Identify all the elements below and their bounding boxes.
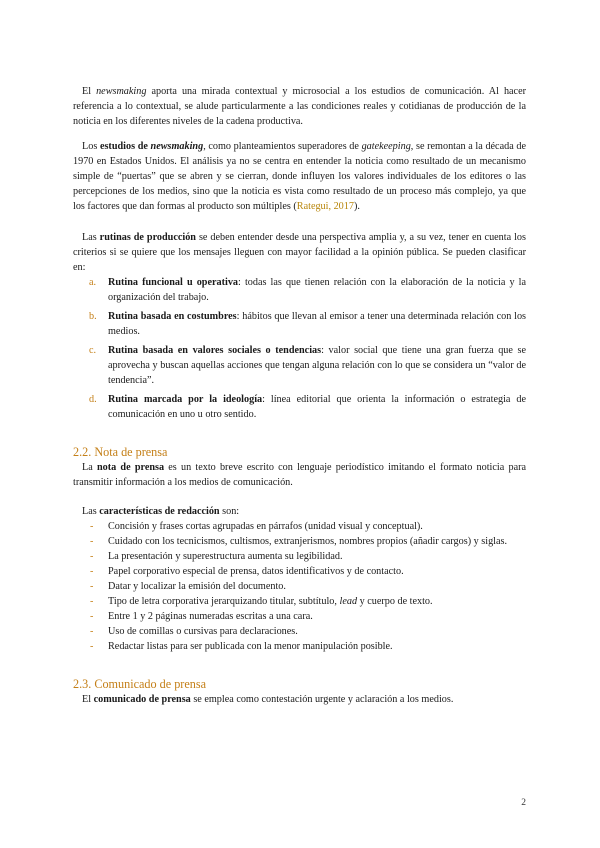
italic-term: gatekeeping: [361, 141, 411, 152]
text-run: es un texto breve escrito con lenguaje periodístico imitando el formato noticia para transmitir información a los medios de comunicación.: [73, 462, 527, 488]
list-marker: b.: [89, 311, 97, 322]
routine-text: : valor social que tiene una gran fuerza que se aprovecha y buscan aquellas acciones que tengan alguna relación con lo que se considera un “valor de tendencia”.: [108, 345, 527, 386]
text-run: ).: [353, 201, 360, 212]
page-content: [73, 84, 526, 707]
section-heading-comunicado-de-prensa: 2.3. Comunicado de prensa: [73, 677, 207, 691]
text-run: El: [82, 86, 97, 97]
routine-text: : línea editorial que orienta la información o estrategia de comunicación en uno u otro sentido.: [108, 394, 526, 420]
list-marker: -: [90, 536, 94, 547]
list-marker: -: [90, 611, 94, 622]
list-item: [73, 275, 526, 305]
list-item: [73, 343, 526, 388]
feature-text: y cuerpo de texto.: [357, 596, 433, 607]
text-run: se deben entender desde una perspectiva amplia y, a su vez, tener en cuenta los criterios si se quiere que los mensajes lleguen con mayor facilidad a la opinión pública. Se pueden clasificar en:: [73, 232, 526, 273]
feature-text: Cuidado con los tecnicismos, cultismos, extranjerismos, nombres propios (añadir cargos) y siglas.: [108, 536, 508, 547]
feature-text: Entre 1 y 2 páginas numeradas escritas a una cara.: [108, 611, 313, 622]
routine-title: Rutina marcada por la ideología: [108, 394, 263, 405]
list-marker: a.: [89, 277, 97, 288]
list-item: [73, 534, 526, 549]
text-run: La: [82, 462, 97, 473]
bold-term: características de redacción: [99, 506, 220, 517]
feature-text: Datar y localizar la emisión del documento.: [108, 581, 286, 592]
paragraph-newsmaking-studies: [73, 139, 526, 214]
text-run: se emplea como contestación urgente y aclaración a los medios.: [190, 694, 454, 705]
list-marker: -: [90, 626, 94, 637]
list-item: [73, 519, 526, 534]
list-item: [73, 549, 526, 564]
list-marker: d.: [89, 394, 97, 405]
bold-term: nota de prensa: [96, 462, 165, 473]
features-list: [73, 519, 526, 654]
list-marker: -: [90, 596, 94, 607]
list-item: [73, 594, 526, 609]
list-marker: -: [90, 521, 94, 532]
list-marker: -: [90, 641, 94, 652]
paragraph-features-intro: [73, 504, 526, 519]
text-run: , se remontan a la década de 1970 en Estados Unidos. El análisis ya no se centra en entender la noticia como resultado de un mecanismo simple de “puertas” que se abren y se cierran, donde influyen los valores individuales de los editores o las percepciones de los medios, sino que la noticia es vista como resultado de un proceso más complejo, ya que los factores que dan formas al producto son múltiples (: [73, 141, 526, 212]
text-run: son:: [219, 506, 240, 517]
routine-title: Rutina basada en valores sociales o tendencias: [108, 345, 322, 356]
list-item: [73, 579, 526, 594]
text-run: El: [82, 694, 94, 705]
bold-term: comunicado de prensa: [93, 694, 191, 705]
feature-text: La presentación y superestructura aumenta su legibilidad.: [108, 551, 343, 562]
text-run: Las: [82, 232, 100, 243]
routine-title: Rutina funcional u operativa: [108, 277, 239, 288]
italic-term: newsmaking: [96, 86, 147, 97]
feature-text: Papel corporativo especial de prensa, datos identificativos y de contacto.: [108, 566, 404, 577]
routines-list: [73, 275, 526, 422]
list-item: [73, 309, 526, 339]
bold-term: estudios de: [99, 141, 151, 152]
feature-text: Tipo de letra corporativa jerarquizando titular, subtítulo,: [108, 596, 340, 607]
routine-text: : todas las que tienen relación con la elaboración de la noticia y la organización del trabajo.: [108, 277, 526, 303]
paragraph-newsmaking-intro: [73, 84, 526, 129]
list-marker: -: [90, 551, 94, 562]
feature-text: Redactar listas para ser publicada con la menor manipulación posible.: [108, 641, 393, 652]
bold-term: rutinas de producción: [99, 232, 196, 243]
list-marker: -: [90, 581, 94, 592]
text-run: Los: [82, 141, 100, 152]
routine-title: Rutina basada en costumbres: [108, 311, 237, 322]
list-marker: c.: [89, 345, 97, 356]
bold-italic-term: newsmaking: [150, 141, 204, 152]
feature-text: Concisión y frases cortas agrupadas en párrafos (unidad visual y conceptual).: [108, 521, 423, 532]
list-item: [73, 624, 526, 639]
page-number: 2: [521, 798, 526, 808]
list-item: [73, 392, 526, 422]
section-heading-nota-de-prensa: 2.2. Nota de prensa: [73, 445, 168, 459]
paragraph-production-routines: [73, 230, 526, 275]
italic-term: lead: [339, 596, 358, 607]
paragraph-nota-de-prensa: [73, 460, 526, 490]
list-item: [73, 639, 526, 654]
feature-text: Uso de comillas o cursivas para declaraciones.: [108, 626, 298, 637]
text-run: Las: [82, 506, 100, 517]
text-run: aporta una mirada contextual y microsocial a los estudios de comunicación. Al hacer referencia a lo contextual, se alude particularmente a las condiciones reales y cotidianas de producción de la noticia en los diferentes niveles de la cadena productiva.: [73, 86, 526, 127]
citation-link[interactable]: Rategui, 2017: [296, 201, 354, 212]
list-marker: -: [90, 566, 94, 577]
text-run: , como planteamientos superadores de: [203, 141, 362, 152]
paragraph-comunicado-de-prensa: [73, 692, 526, 707]
list-item: [73, 564, 526, 579]
list-item: [73, 609, 526, 624]
routine-text: : hábitos que llevan al emisor a tener una determinada relación con los medios.: [108, 311, 526, 337]
